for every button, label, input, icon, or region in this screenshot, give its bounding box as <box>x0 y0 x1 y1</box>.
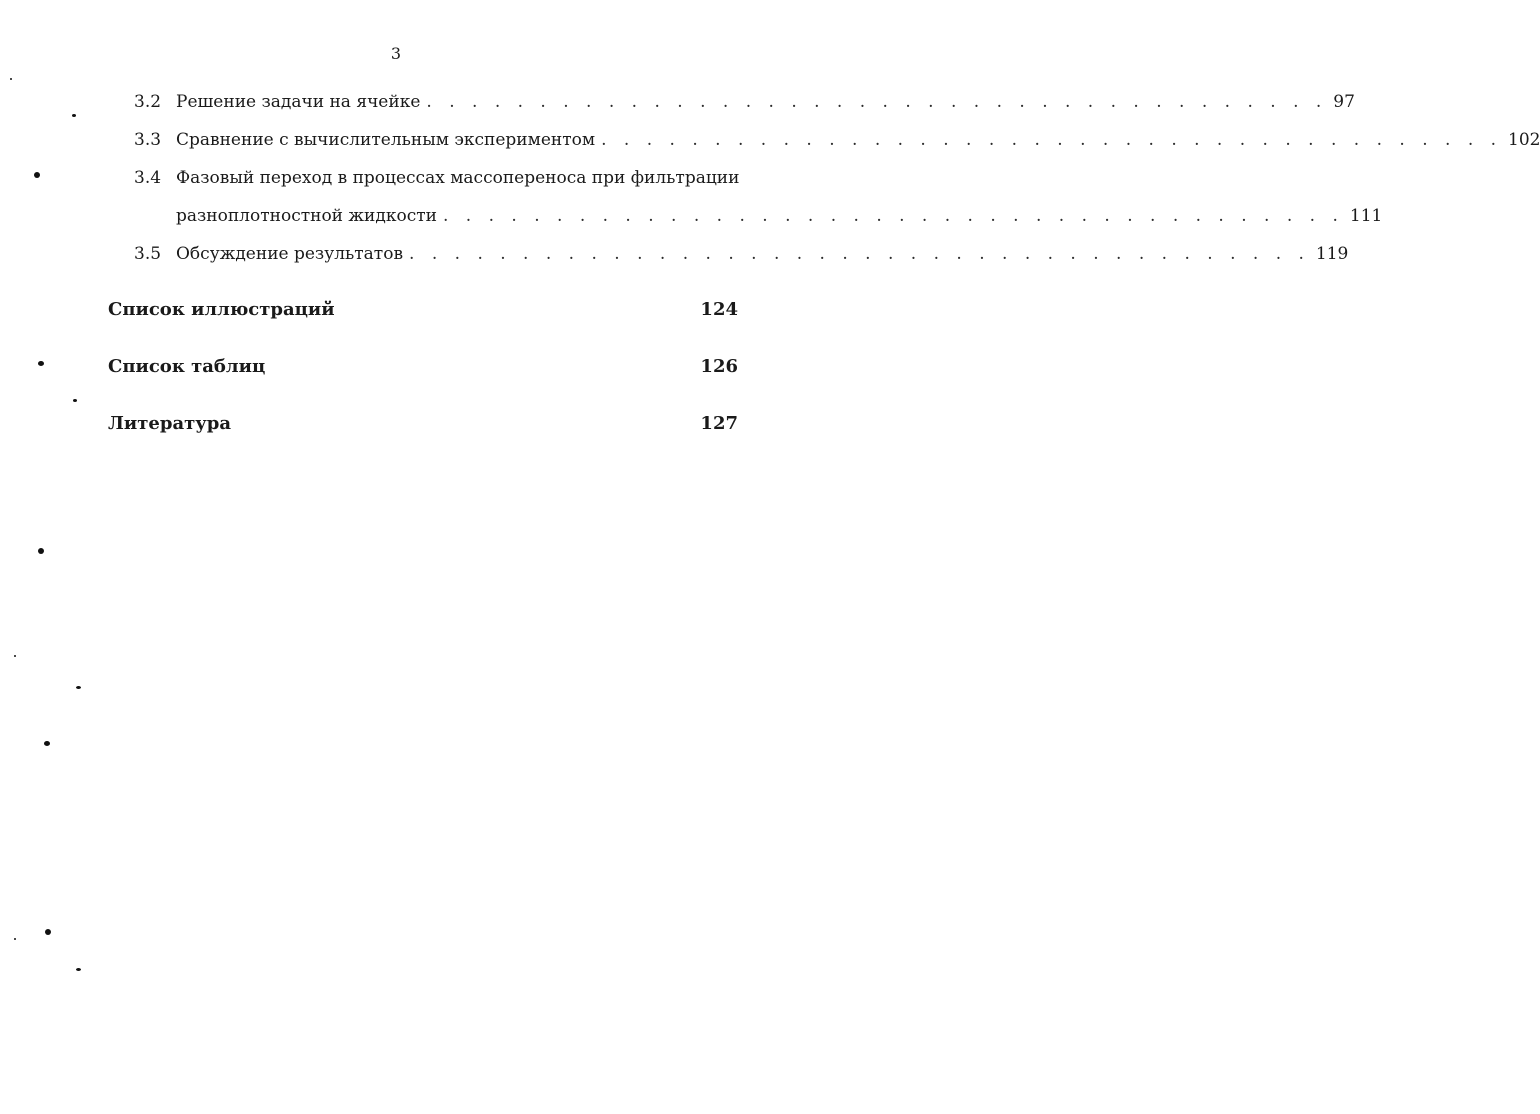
section-page: 119 <box>1315 244 1349 264</box>
scan-speck <box>14 938 16 940</box>
scan-speck <box>44 741 50 746</box>
toc-chapter-illustrations[interactable] <box>108 299 738 320</box>
section-title: Сравнение с вычислительным экспериментом <box>176 130 596 150</box>
leader-dots: . . . . . . . . . . . . . . . . . . . . . . . . . . . . . . . . . . . . . . . . <box>601 130 1503 150</box>
toc-chapter-tables[interactable] <box>108 356 738 377</box>
scan-speck <box>72 114 76 117</box>
chapter-page: 126 <box>700 356 738 377</box>
section-page: 102 <box>1508 130 1540 150</box>
section-title: Обсуждение результатов <box>176 244 404 264</box>
section-page: 97 <box>1333 92 1355 112</box>
scan-speck <box>76 686 81 689</box>
toc-entry-3-5[interactable] <box>134 244 1349 264</box>
toc-entry-3-2[interactable] <box>134 92 1355 112</box>
section-number: 3.4 <box>134 168 162 188</box>
section-number: 3.5 <box>134 244 162 264</box>
chapter-title: Список таблиц <box>108 356 266 377</box>
chapter-title: Список иллюстраций <box>108 299 335 320</box>
leader-dots: . . . . . . . . . . . . . . . . . . . . . . . . . . . . . . . . . . . . . . . . <box>426 92 1328 112</box>
section-title-line2: разноплотностной жидкости <box>176 206 437 226</box>
toc-entry-3-3[interactable] <box>134 130 1540 150</box>
scan-speck <box>34 172 40 178</box>
scan-speck <box>73 399 77 402</box>
scan-speck <box>38 548 44 554</box>
section-title: Решение задачи на ячейке <box>176 92 421 112</box>
scan-speck <box>45 929 51 935</box>
section-title-line1: Фазовый переход в процессах массопереноса при фильтрации <box>176 168 740 188</box>
chapter-page: 127 <box>700 413 738 434</box>
chapter-page: 124 <box>700 299 738 320</box>
leader-dots: . . . . . . . . . . . . . . . . . . . . . . . . . . . . . . . . . . . . . . . . <box>409 244 1310 264</box>
leader-dots: . . . . . . . . . . . . . . . . . . . . . . . . . . . . . . . . . . . . . . . . <box>442 206 1344 226</box>
scan-speck <box>38 361 44 366</box>
toc-entry-3-4[interactable] <box>134 168 1383 226</box>
scan-speck <box>14 655 16 657</box>
section-number: 3.3 <box>134 130 162 150</box>
toc-chapter-literature[interactable] <box>108 413 738 434</box>
chapter-title: Литература <box>108 413 232 434</box>
section-number: 3.2 <box>134 92 162 112</box>
section-page: 111 <box>1349 206 1383 226</box>
page-number: 3 <box>390 44 402 63</box>
scan-speck <box>10 78 12 80</box>
scan-speck <box>76 968 81 971</box>
